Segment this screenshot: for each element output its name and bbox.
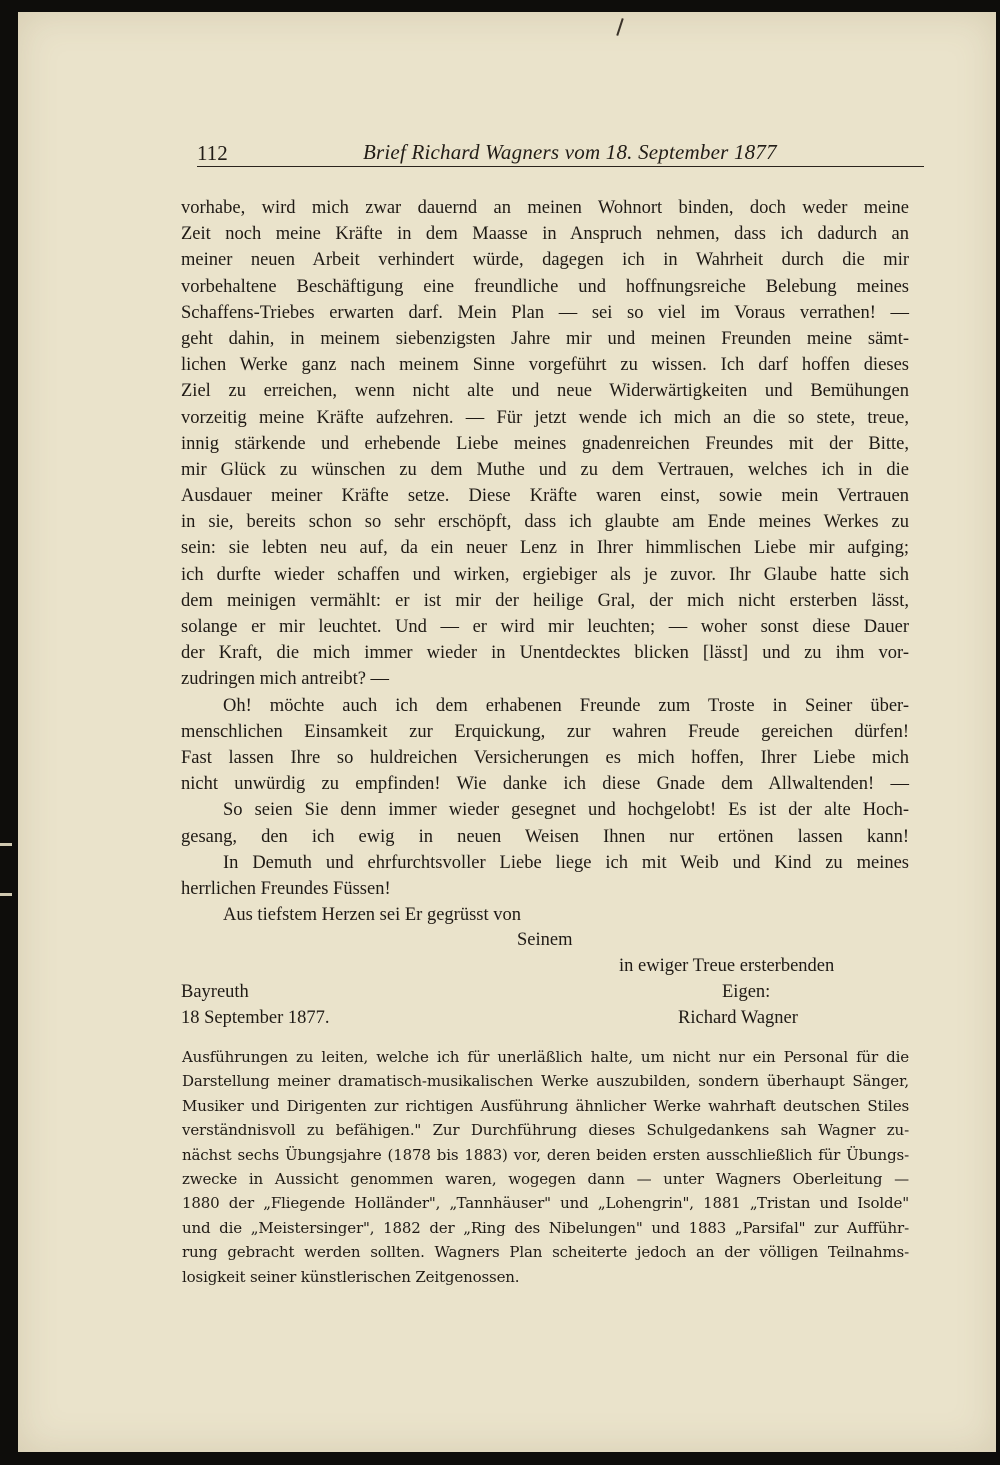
text-line: gesang, den ich ewig in neuen Weisen Ihnen nur ertönen lassen kann!: [181, 826, 909, 847]
page-header: [197, 138, 924, 167]
text-line: mir Glück zu wünschen zu dem Muthe und zu dem Vertrauen, welches ich in die: [181, 459, 909, 480]
text-line: in sie, bereits schon so sehr erschöpft, dass ich glaubte am Ende meines Werkes zu: [181, 512, 909, 533]
text-line: vorzeitig meine Kräfte aufzehren. — Für jetzt wende ich mich an die so stete, treue,: [181, 407, 909, 428]
text-line: geht dahin, in meinem siebenzigsten Jahre mir und meinen Freunden meine sämt-: [181, 328, 909, 349]
text-line: dem meinigen vermählt: er ist mir der heilige Gral, der mich nicht ersterben lässt,: [181, 590, 909, 611]
date: 18 September 1877.: [181, 1008, 330, 1028]
running-title: Brief Richard Wagners vom 18. September 1877: [363, 140, 777, 164]
footnote-line: Musiker und Dirigenten zur richtigen Ausführung ähnlicher Werke wahrhaft deutschen Stiles: [182, 1096, 909, 1115]
text-line: menschlichen Einsamkeit zur Erquickung, zur wahren Freude gereichen dürfen!: [181, 721, 909, 742]
text-line: lichen Werke ganz nach meinem Sinne vorgeführt zu wissen. Ich darf hoffen dieses: [181, 355, 909, 376]
text-line: ich durfte wieder schaffen und wirken, ergiebiger als je zuvor. Ihr Glaube hatte sich: [181, 564, 909, 585]
letter-body: [181, 195, 909, 1028]
edge-mark: [0, 843, 12, 846]
text-line: zudringen mich antreibt? —: [181, 669, 390, 690]
text-line: In Demuth und ehrfurchtsvoller Liebe liege ich mit Weib und Kind zu meines: [223, 852, 909, 873]
text-line: vorbehaltene Beschäftigung eine freundliche und hoffnungsreiche Belebung meines: [181, 276, 909, 297]
text-line: Oh! möchte auch ich dem erhabenen Freunde zum Troste in Seiner über-: [223, 695, 909, 716]
text-line: Ziel zu erreichen, wenn nicht alte und neue Widerwärtigkeiten und Bemühungen: [181, 381, 909, 402]
eigen: Eigen:: [722, 982, 771, 1002]
salutation: Seinem: [517, 930, 573, 950]
text-line: der Kraft, die mich immer wieder in Unentdecktes blicken [lässt] und zu ihm vor-: [181, 643, 909, 664]
pencil-mark: [616, 18, 623, 36]
text-line: Fast lassen Ihre so huldreichen Versicherungen es mich hoffen, Ihrer Liebe mich: [181, 747, 909, 768]
footnote-line: nächst sechs Übungsjahre (1878 bis 1883) vor, deren beiden ersten ausschließlich für Übungs-: [182, 1145, 909, 1164]
text-line: meiner neuen Arbeit verhindert würde, dagegen ich in Wahrheit durch die mir: [181, 250, 909, 271]
text-line: So seien Sie denn immer wieder gesegnet und hochgelobt! Es ist der alte Hoch-: [223, 800, 909, 821]
footnote-line: zwecke in Aussicht genommen waren, wogegen dann — unter Wagners Oberleitung —: [182, 1169, 909, 1188]
text-line: herrlichen Freundes Füssen!: [181, 878, 391, 899]
text-line: vorhabe, wird mich zwar dauernd an meinen Wohnort binden, doch weder meine: [181, 198, 909, 218]
footnote-line: und die „Meistersinger", 1882 der „Ring des Nibelungen" und 1883 „Parsifal" zur Aufführ-: [182, 1218, 909, 1237]
text-line: sein: sie lebten neu auf, da ein neuer Lenz in Ihrer himmlischen Liebe mir aufging;: [181, 538, 909, 559]
text-line: innig stärkende und erhebende Liebe meines gnadenreichen Freundes mit der Bitte,: [181, 433, 909, 454]
signature: Richard Wagner: [678, 1008, 798, 1028]
edge-mark: [0, 893, 12, 896]
place: Bayreuth: [181, 982, 249, 1002]
footnote-line: rung gebracht werden sollten. Wagners Plan scheiterte jedoch an der völligen Teilnahms-: [182, 1243, 909, 1262]
footnote-line: Ausführungen zu leiten, welche ich für unerläßlich halte, um nicht nur ein Personal für die: [182, 1048, 909, 1066]
text-line: Aus tiefstem Herzen sei Er gegrüsst von: [223, 905, 521, 926]
text-line: Zeit noch meine Kräfte in dem Maasse in Anspruch nehmen, dass ich dadurch an: [181, 224, 909, 245]
footnote-line: verständnisvoll zu befähigen." Zur Durchführung dieses Schulgedankens sah Wagner zu-: [182, 1121, 909, 1140]
footnote-line: losigkeit seiner künstlerischen Zeitgenossen.: [182, 1267, 520, 1286]
footnote-line: Darstellung meiner dramatisch-musikalischen Werke auszubilden, sondern überhaupt Sänger,: [182, 1072, 909, 1091]
text-line: nicht unwürdig zu empfinden! Wie danke ich diese Gnade dem Allwaltenden! —: [181, 774, 909, 795]
footnote: [182, 1045, 909, 1289]
valediction: in ewiger Treue ersterbenden: [619, 956, 835, 976]
text-line: Ausdauer meiner Kräfte setze. Diese Kräfte waren einst, sowie mein Vertrauen: [181, 486, 909, 507]
page-number: 112: [197, 141, 228, 165]
text-line: solange er mir leuchtet. Und — er wird mir leuchten; — woher sonst diese Dauer: [181, 617, 909, 637]
footnote-line: 1880 der „Fliegende Holländer", „Tannhäuser" und „Lohengrin", 1881 „Tristan und Isolde": [182, 1194, 909, 1213]
text-line: Schaffens-Triebes erwarten darf. Mein Plan — sei so viel im Voraus verrathen! —: [181, 302, 909, 323]
